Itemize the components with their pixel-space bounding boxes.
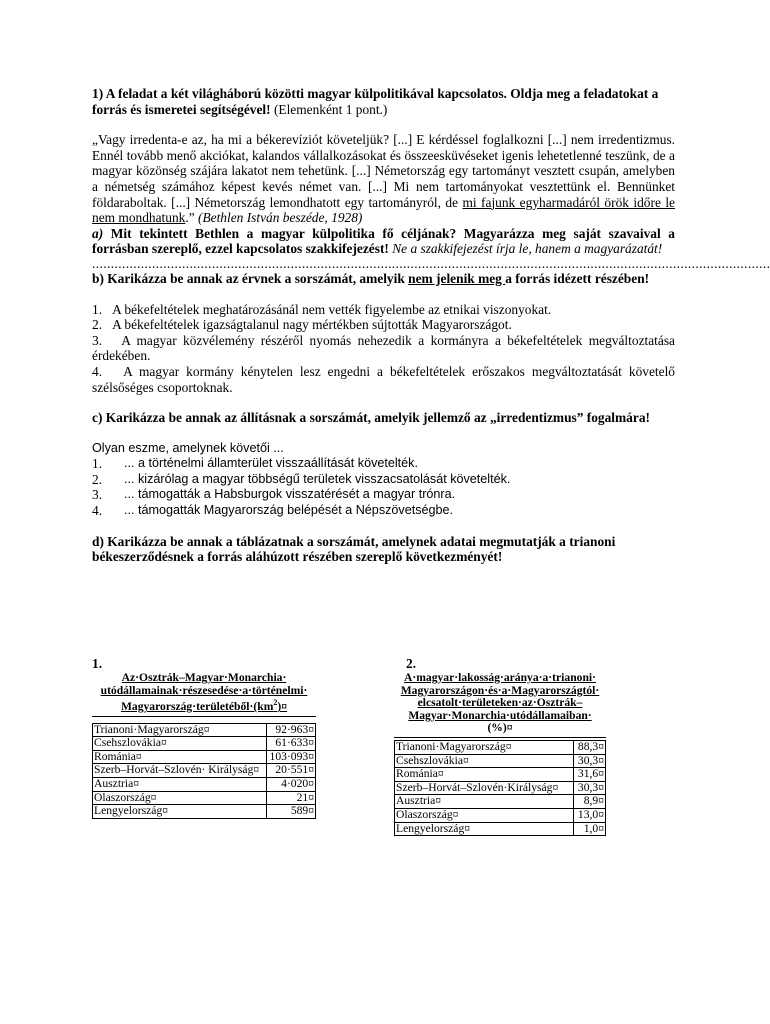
question-a bbox=[92, 226, 675, 257]
table-row: Olaszország¤ 21¤ bbox=[94, 790, 314, 804]
table-row: Olaszország¤ 13,0¤ bbox=[396, 807, 604, 821]
task-heading-text: 1) A feladat a két világháború közötti magyar külpolitikával kapcsolatos. Oldja meg a feladatokat a forrás és ismeretei segítségével! bbox=[92, 86, 659, 117]
list-item[interactable]: 4. ... támogatták Magyarország belépését a Népszövetségbe. bbox=[92, 503, 454, 519]
question-d: d) Karikázza be annak a táblázatnak a sorszámát, amelynek adatai megmutatják a trianoni békeszerződésnek a forrás aláhúzott részében szereplő következményét! bbox=[92, 533, 616, 565]
table-2-caption: A·magyar·lakosság·aránya·a·trianoni· Magyarországon·és·a·Magyarországtól· elcsatolt·területeken·az·Osztrák– Magyar·Monarchia·utódállamaiban· (%)¤ bbox=[394, 672, 606, 738]
question-b-end: a forrás idézett részében! bbox=[505, 270, 650, 286]
table-1-number[interactable]: 1. bbox=[92, 656, 103, 671]
table-row: Csehszlovákia¤ 61·633¤ bbox=[94, 736, 314, 750]
question-a-text: Mit tekintett Bethlen a magyar külpolitika fő céljának? Magyarázza meg saját szavaival a forrásban szereplő, ezzel kapcsolatos szakkifejezést! bbox=[92, 225, 675, 257]
question-c-lead: Olyan eszme, amelynek követői ... bbox=[92, 440, 284, 455]
table-row: Ausztria¤ 4·020¤ bbox=[94, 777, 314, 791]
list-item[interactable]: 1. A békefeltételek meghatározásánál nem vették figyelembe az etnikai viszonyokat. bbox=[92, 301, 552, 317]
table-row: Csehszlovákia¤ 30,3¤ bbox=[396, 753, 604, 767]
table-1-caption: Az·Osztrák–Magyar·Monarchia· utódállamainak·részesedése·a·történelmi· $Magyarország\cdot területéből\cdot(km^2)¤$ bbox=[92, 672, 316, 717]
question-a-hint: Ne a szakkifejezést írja le, hanem a magyarázatát! bbox=[388, 241, 663, 257]
list-item[interactable]: 2. A békefeltételek igazságtalanul nagy mértékben sújtották Magyarországot. bbox=[92, 317, 512, 333]
document-page bbox=[92, 86, 770, 565]
table-1 bbox=[92, 723, 316, 819]
question-b-list bbox=[92, 302, 675, 396]
list-item[interactable]: 2. ... kizárólag a magyar többségű területek visszacsatolását követelték. bbox=[92, 471, 511, 487]
table-row: Románia¤ 31,6¤ bbox=[396, 767, 604, 781]
table-1-block[interactable] bbox=[92, 656, 316, 819]
source-quote bbox=[92, 132, 675, 226]
question-b-underlined: nem jelenik meg bbox=[408, 270, 506, 286]
quote-source: (Bethlen István beszéde, 1928) bbox=[194, 210, 363, 226]
task-heading bbox=[92, 86, 675, 117]
tables-area bbox=[92, 656, 732, 846]
table-row: Szerb–Horvát–Szlovén· Királyság¤ 20·551¤ bbox=[94, 763, 314, 777]
table-row: Trianoni·Magyarország¤ 92·963¤ bbox=[94, 722, 314, 736]
table-row: Szerb–Horvát–Szlovén·Királyság¤ 30,3¤ bbox=[396, 780, 604, 794]
question-b-text: b) Karikázza be annak az érvnek a sorszámát, amelyik bbox=[92, 270, 409, 286]
list-item[interactable]: 1. ... a történelmi államterület visszaállítását követelték. bbox=[92, 456, 418, 472]
question-c: c) Karikázza be annak az állításnak a sorszámát, amelyik jellemző az „irredentizmus” fogalmára! bbox=[92, 410, 650, 426]
table-row: Ausztria¤ 8,9¤ bbox=[396, 794, 604, 808]
task-points: (Elemenként 1 pont.) bbox=[270, 101, 388, 117]
table-row: Lengyelország¤ 1,0¤ bbox=[396, 821, 604, 835]
list-item[interactable]: 3. ... támogatták a Habsburgok visszatérését a magyar trónra. bbox=[92, 487, 456, 503]
table-row: Trianoni·Magyarország¤ 88,3¤ bbox=[396, 739, 604, 753]
table-2-block[interactable] bbox=[394, 656, 606, 836]
quote-underlined: mi fajunk egyharmadáról örök időre le nem mondhatunk bbox=[92, 194, 675, 226]
quote-text: „Vagy irredenta-e az, ha mi a békerevíziót követeljük? [...] E kérdéssel foglalkozni [...] nem irredentizmus. Ennél tovább menő akciókat, kalandos vállalkozásokat és összeesküvéseket igenis lehetetlenné teszünk, de a magyar közönség szájára lakatot nem tehetünk. [...] Németország egy tartományt vesztett csupán, amelyben a németség számához képest kevés német van. [...] Mi nem tartományokat vesztettünk el. Bennünket földaraboltak. [...] Németország lemondhatott egy tartományról, de bbox=[92, 132, 675, 210]
question-a-label: a) bbox=[92, 225, 104, 241]
answer-line[interactable]: ..................................................................................................................................................................................... bbox=[92, 255, 770, 271]
list-item[interactable]: 3. A magyar közvélemény részéről nyomás nehezedik a kormányra a békefeltételek megváltoztatása érdekében. bbox=[92, 332, 675, 364]
question-c-list bbox=[92, 456, 675, 518]
list-item[interactable]: 4. A magyar kormány kénytelen lesz engedni a békefeltételek erőszakos megváltoztatását követelő szélsőséges csoportoknak. bbox=[92, 363, 675, 395]
quote-end: .” bbox=[185, 210, 195, 226]
table-2 bbox=[394, 740, 606, 836]
table-row: Románia¤ 103·093¤ bbox=[94, 749, 314, 763]
question-b bbox=[92, 271, 675, 287]
table-row: Lengyelország¤ 589¤ bbox=[94, 804, 314, 818]
table-2-number[interactable]: 2. bbox=[406, 656, 417, 671]
